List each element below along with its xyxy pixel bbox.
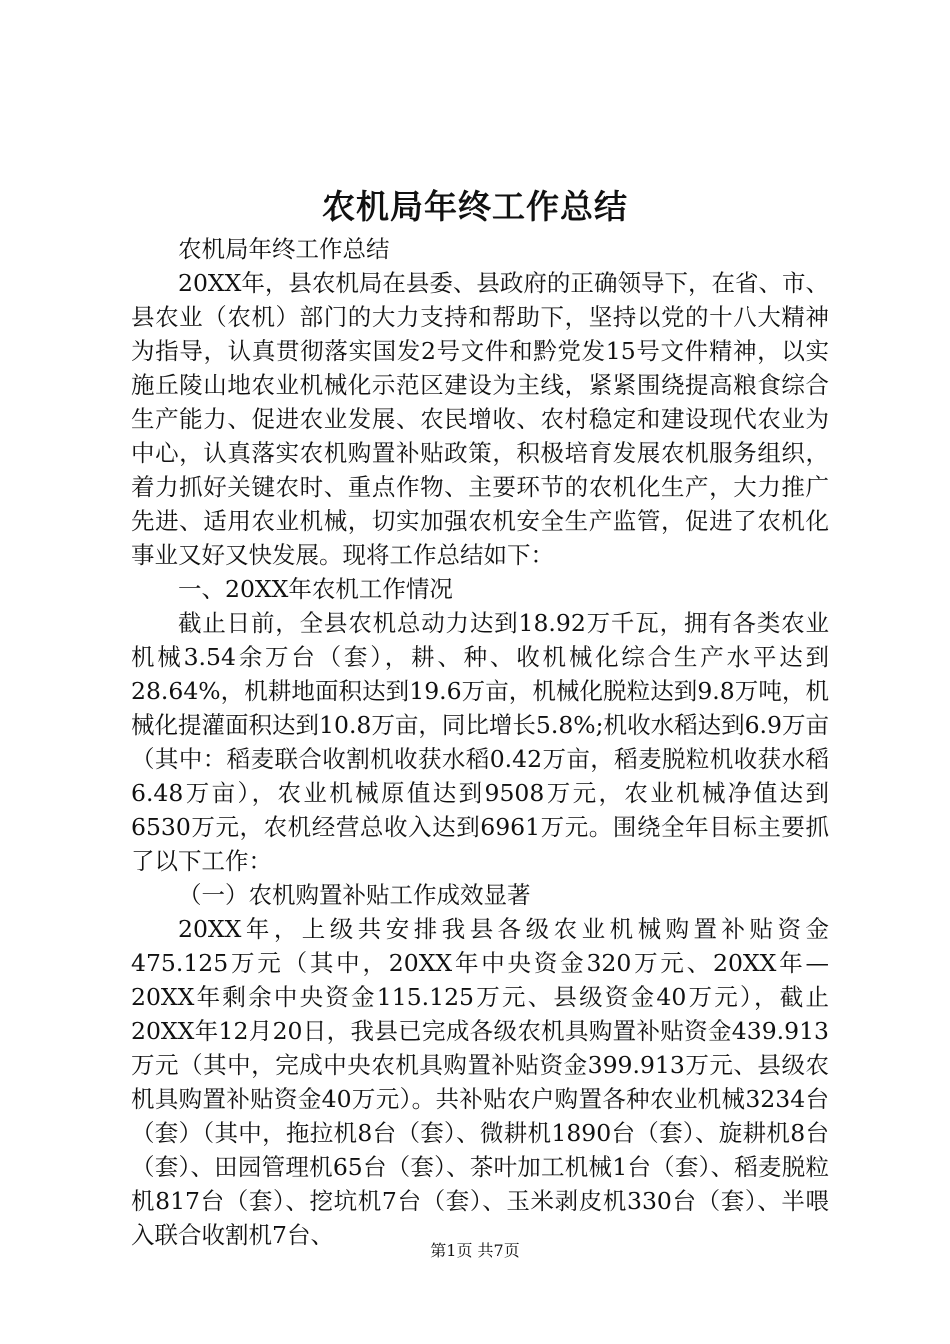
section-heading-1: 一、20XX年农机工作情况	[178, 575, 453, 603]
paragraph-intro: 20XX年，县农机局在县委、县政府的正确领导下，在省、市、县农业（农机）部门的大力支持和帮助下，坚持以党的十八大精神为指导，认真贯彻落实国发2号文件和黔党发15号文件精神，以实施丘陵山地农业机械化示范区建设为主线，紧紧围绕提高粮食综合生产能力、促进农业发展、农民增收、农村稳定和建设现代农业为中心，认真落实农机购置补贴政策，积极培育发展农机服务组织，着力抓好关键农时、重点作物、主要环节的农机化生产，大力推广先进、适用农业机械，切实加强农机安全生产监管，促进了农机化事业又好又快发展。现将工作总结如下：	[131, 269, 829, 569]
paragraph-statistics: 截止日前，全县农机总动力达到18.92万千瓦，拥有各类农业机械3.54余万台（套），耕、种、收机械化综合生产水平达到28.64%，机耕地面积达到19.6万亩，机械化脱粒达到9.8万吨，机械化提灌面积达到10.8万亩，同比增长5.8%;机收水稻达到6.9万亩（其中：稻麦联合收割机收获水稻0.42万亩，稻麦脱粒机收获水稻6.48万亩），农业机械原值达到9508万元，农业机械净值达到6530万元，农机经营总收入达到6961万元。围绕全年目标主要抓了以下工作：	[131, 609, 829, 875]
subsection-heading-1: （一）农机购置补贴工作成效显著	[178, 881, 531, 909]
paragraph-subsidy: 20XX年，上级共安排我县各级农业机械购置补贴资金475.125万元（其中，20XX年中央资金320万元、20XX年—20XX年剩余中央资金115.125万元、县级资金40万元），截止20XX年12月20日，我县已完成各级农机具购置补贴资金439.913万元（其中，完成中央农机具购置补贴资金399.913万元、县级农机具购置补贴资金40万元）。共补贴农户购置各种农业机械3234台（套）（其中，拖拉机8台（套）、微耕机1890台（套）、旋耕机8台（套）、田园管理机65台（套）、茶叶加工机械1台（套）、稻麦脱粒机817台（套）、挖坑机7台（套）、玉米剥皮机330台（套）、半喂入联合收割机7台、	[131, 915, 829, 1249]
paragraph-heading-repeat: 农机局年终工作总结	[178, 235, 390, 263]
page-number-footer: 第1页 共7页	[430, 1241, 520, 1260]
document-body	[131, 232, 829, 1252]
document-title: 农机局年终工作总结	[322, 187, 628, 226]
